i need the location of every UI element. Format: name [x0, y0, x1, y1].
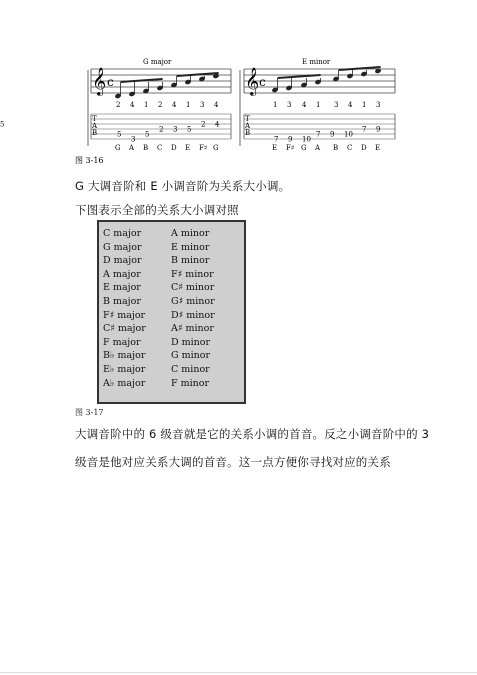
treble-clef-icon: 𝄞 [92, 67, 107, 95]
minor-key-cell: G♯ minor [171, 296, 215, 307]
note-name: C [347, 144, 353, 152]
note-name: B [333, 144, 339, 152]
minor-key-cell: G minor [171, 350, 211, 362]
tab-fret-number: 4 [215, 120, 220, 129]
minor-key-cell: F♯ minor [171, 268, 214, 280]
fingering-number: 3 [334, 101, 339, 109]
tab-fret-number: 9 [376, 125, 381, 134]
minor-key-cell: F minor [171, 377, 210, 389]
major-key-cell: A♭ major [103, 377, 146, 389]
major-key-cell: E major [103, 282, 141, 294]
tab-fret-number: 5 [145, 130, 150, 139]
fingering-number: 4 [302, 101, 307, 109]
fingering-number: 1 [362, 101, 367, 109]
relative-keys-table [97, 220, 246, 404]
svg-text:T: T [245, 115, 250, 123]
note-name: D [361, 144, 367, 152]
text-line-4: 级音是他对应关系大调的首音。这一点方便你寻找对应的关系 [75, 455, 391, 469]
major-key-cell: D major [103, 255, 142, 267]
note-name: E [272, 144, 278, 152]
minor-key-cell: C♯ minor [171, 282, 215, 294]
svg-text:B: B [245, 129, 251, 137]
fingering-number: 1 [144, 101, 149, 109]
svg-text:B: B [92, 129, 98, 137]
figure-3-17-caption: 图 3-17 [75, 408, 104, 417]
note-name: A [315, 144, 321, 152]
note-name: D [171, 144, 177, 152]
text-line-2: 下图表示全部的关系大小调对照 [75, 203, 239, 217]
fingering-number: 1 [273, 101, 278, 109]
note-name: F♯ [199, 144, 208, 152]
minor-key-cell: B minor [171, 255, 210, 267]
tab-fret-number: 5 [0, 120, 5, 129]
fingering-number: 4 [348, 101, 353, 109]
fingering-number: 2 [158, 101, 163, 109]
major-key-cell: B♭ major [103, 350, 146, 362]
fingering-number: 3 [287, 101, 292, 109]
note-name: B [143, 144, 149, 152]
major-key-cell: F major [103, 336, 141, 348]
note-name: G [213, 144, 219, 152]
time-signature-c: c [259, 75, 266, 89]
figure-3-16-caption: 图 3-16 [75, 156, 104, 165]
major-key-cell: E♭ major [103, 364, 146, 375]
tab-fret-number: 9 [288, 135, 293, 144]
major-key-cell: G major [103, 241, 142, 253]
tab-fret-number: 3 [173, 125, 178, 134]
tab-fret-number: 10 [302, 135, 311, 144]
scale-notation-figure [0, 0, 477, 165]
tab-fret-number: 10 [344, 130, 353, 139]
note-name: G [301, 144, 307, 152]
major-key-cell: A major [103, 268, 141, 280]
text-line-3: 大调音阶中的 6 级音就是它的关系小调的首音。反之小调音阶中的 3 [75, 427, 430, 441]
note-name: E [185, 144, 191, 152]
minor-key-cell: A minor [171, 228, 210, 239]
fingering-number: 3 [376, 101, 381, 109]
page-bottom-rule [0, 672, 477, 673]
text-line-1: G 大调音阶和 E 小调音阶为关系大小调。 [75, 179, 291, 193]
note-name: E [375, 144, 381, 152]
tab-fret-number: 5 [117, 130, 122, 139]
major-key-cell: B major [103, 296, 141, 307]
tab-fret-number: 7 [274, 135, 279, 144]
tab-fret-number: 9 [330, 130, 335, 139]
minor-key-cell: D minor [171, 336, 211, 348]
tab-fret-number: 3 [131, 135, 136, 144]
major-key-cell: C major [103, 228, 142, 239]
svg-text:A: A [92, 122, 98, 130]
fingering-number: 3 [200, 101, 205, 109]
minor-key-cell: C minor [171, 364, 210, 375]
tab-fret-number: 7 [362, 125, 367, 134]
svg-text:T: T [92, 115, 97, 123]
fingering-number: 4 [214, 101, 219, 109]
note-name: C [157, 144, 163, 152]
treble-clef-icon: 𝄞 [245, 67, 260, 95]
fingering-number: 2 [116, 101, 121, 109]
left-title: G major [143, 58, 172, 66]
fingering-number: 1 [316, 101, 321, 109]
tab-fret-number: 2 [159, 125, 164, 134]
tab-fret-number: 2 [201, 120, 206, 129]
major-key-cell: C♯ major [103, 323, 146, 335]
fingering-number: 1 [186, 101, 191, 109]
minor-key-cell: A♯ minor [171, 323, 214, 335]
note-name: F♯ [286, 144, 295, 152]
svg-text:A: A [245, 122, 251, 130]
tab-fret-number: 7 [316, 130, 321, 139]
note-name: A [129, 144, 135, 152]
major-key-cell: F♯ major [103, 309, 146, 321]
note-name: G [115, 144, 121, 152]
right-title: E minor [302, 58, 331, 66]
fingering-number: 4 [130, 101, 135, 109]
tab-fret-number: 5 [187, 125, 192, 134]
minor-key-cell: E minor [171, 241, 210, 253]
time-signature-c: c [107, 75, 114, 89]
minor-key-cell: D♯ minor [171, 309, 215, 321]
fingering-number: 4 [172, 101, 177, 109]
